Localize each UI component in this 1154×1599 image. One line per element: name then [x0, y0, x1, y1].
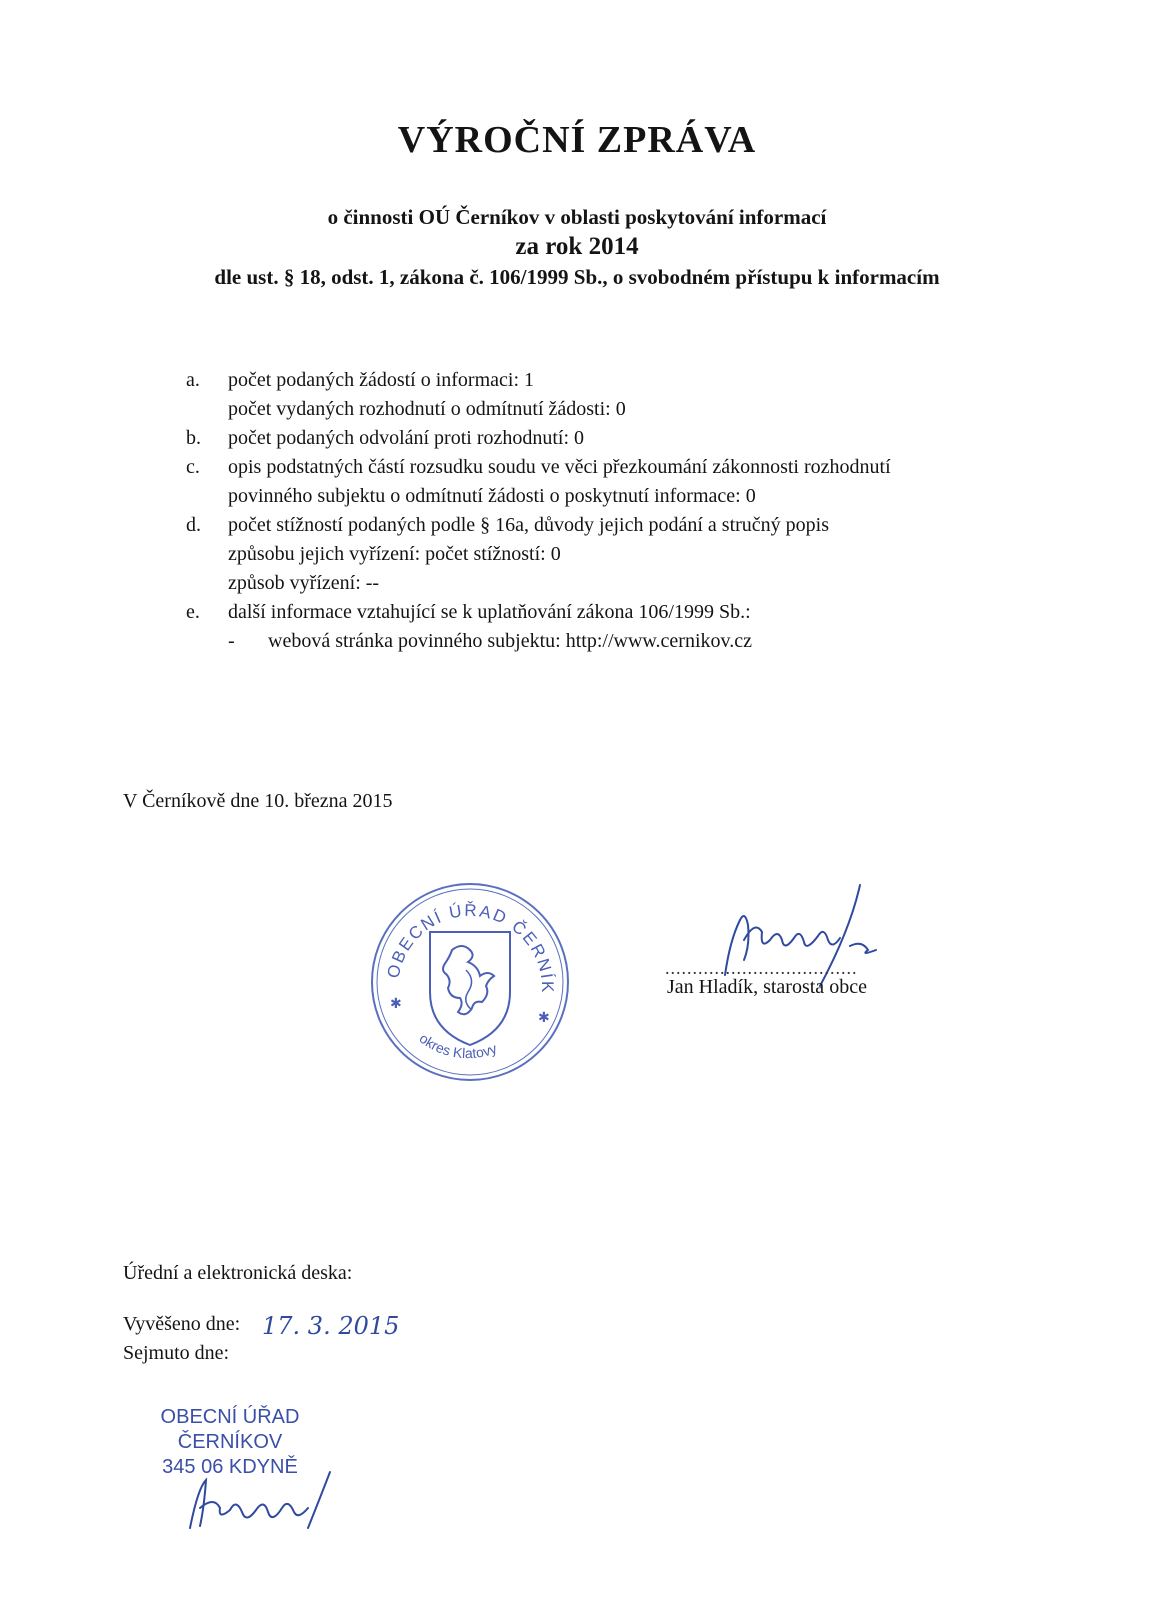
list-item-line: způsob vyřízení: --	[228, 572, 380, 594]
report-items-list	[186, 366, 1086, 656]
seal-star-icon: ✱	[390, 997, 402, 1012]
stamp-line-3: 345 06 KDYNĚ	[162, 1456, 298, 1478]
document-subtitle-law: dle ust. § 18, odst. 1, zákona č. 106/1999 Sb., o svobodném přístupu k informacím	[214, 265, 940, 289]
seal-top-text: OBECNÍ ÚŘAD ČERNÍK	[383, 900, 558, 995]
lion-icon	[443, 946, 494, 1014]
place-and-date: V Černíkově dne 10. března 2015	[123, 790, 393, 812]
svg-text:17. 3. 2015: 17. 3. 2015	[262, 1312, 400, 1340]
document-title: VÝROČNÍ ZPRÁVA	[397, 119, 757, 161]
list-item-line: počet vydaných rozhodnutí o odmítnutí žádosti: 0	[228, 398, 626, 420]
list-item-e	[186, 598, 1086, 627]
list-item-a	[186, 366, 1086, 424]
list-dash: -	[228, 630, 235, 652]
seal-star-icon: ✱	[538, 1011, 550, 1026]
list-item-line: počet podaných odvolání proti rozhodnutí: 0	[228, 427, 585, 449]
list-item-line: opis podstatných částí rozsudku soudu ve věci přezkoumání zákonnosti rozhodnutí	[228, 456, 891, 478]
stamp-line-1: OBECNÍ ÚŘAD	[160, 1406, 300, 1428]
list-item-c	[186, 453, 1086, 511]
signer-name: Jan Hladík, starosta obce	[667, 976, 867, 998]
list-item-line: počet podaných žádostí o informaci: 1	[228, 369, 535, 391]
list-marker: d.	[186, 514, 201, 536]
list-marker: b.	[186, 427, 201, 449]
web-subitem	[186, 627, 1086, 656]
list-marker: e.	[186, 601, 200, 623]
stamp-line-2: ČERNÍKOV	[177, 1431, 283, 1453]
signature-line: ...................................	[665, 958, 858, 978]
list-item-line: povinného subjektu o odmítnutí žádosti o poskytnutí informace: 0	[228, 485, 756, 507]
removed-label: Sejmuto dne:	[123, 1342, 230, 1364]
office-seal	[368, 880, 572, 1084]
list-item-b	[186, 424, 1086, 453]
website-text: webová stránka povinného subjektu: http://www.cernikov.cz	[268, 630, 752, 652]
list-item-line: počet stížností podaných podle § 16a, důvody jejich podání a stručný popis	[228, 514, 829, 536]
handwritten-posted-date	[260, 1302, 410, 1347]
document-subtitle-year: za rok 2014	[515, 233, 639, 260]
posted-label: Vyvěšeno dne:	[123, 1313, 241, 1335]
list-item-d	[186, 511, 1086, 598]
stamp-signature	[170, 1468, 360, 1538]
list-item-line: další informace vztahující se k uplatňování zákona 106/1999 Sb.:	[228, 601, 751, 623]
notice-board-label: Úřední a elektronická deska:	[123, 1262, 353, 1284]
list-item-line: způsobu jejich vyřízení: počet stížností: 0	[228, 543, 561, 565]
list-marker: c.	[186, 456, 200, 478]
seal-graphic	[368, 880, 572, 1084]
document-subtitle-1: o činnosti OÚ Černíkov v oblasti poskytování informací	[327, 205, 827, 229]
list-marker: a.	[186, 369, 200, 391]
seal-bottom-text: okres Klatovy	[416, 1029, 499, 1062]
